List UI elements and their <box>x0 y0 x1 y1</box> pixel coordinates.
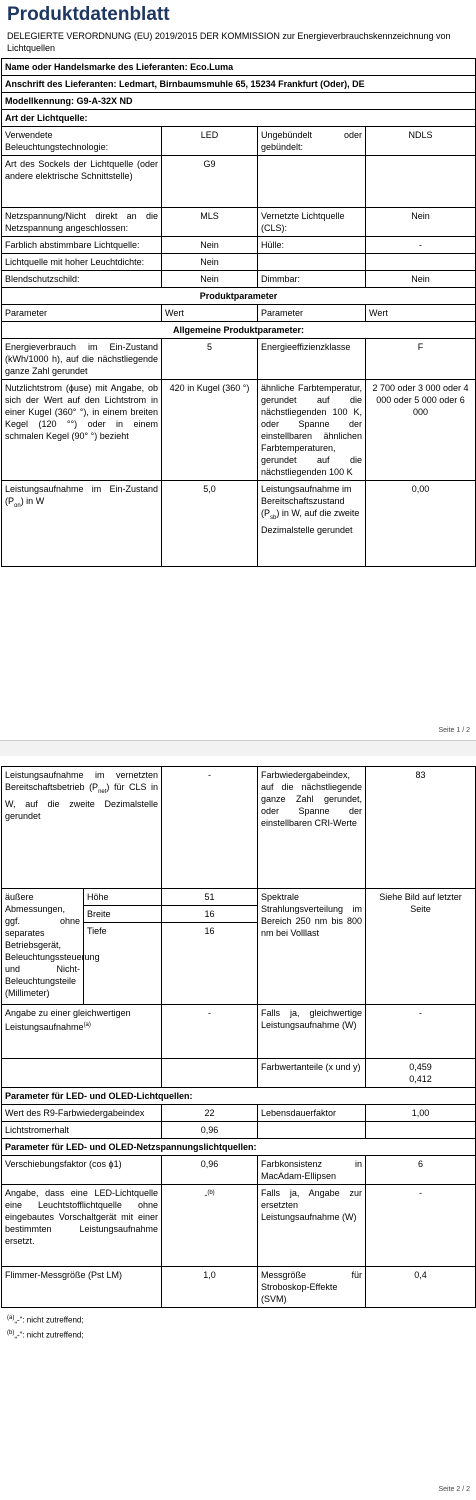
table-row <box>2 339 476 380</box>
row-value: 0,96 <box>162 1122 258 1139</box>
row-value <box>366 254 476 271</box>
row-label: Farbwiedergabeindex, auf die nächstliegende ganze Zahl gerundet, oder Spanne der einstellbaren CRI-Werte <box>258 767 366 889</box>
page-number: Seite 2 / 2 <box>438 1486 470 1493</box>
supplier-address: Anschrift des Lieferanten: Ledmart, Birnbaumsmuhle 65, 15234 Frankfurt (Oder), DE <box>2 76 476 93</box>
row-label: Angabe, dass eine LED-Lichtquelle eine Leuchtstofflichtquelle ohne eingebautes Vorschaltgerät mit einer bestimmten Leistungsaufnahme ersetzt. <box>2 1185 162 1267</box>
row-value: 0,4 <box>366 1267 476 1308</box>
row-label: Lichtstromerhalt <box>2 1122 162 1139</box>
row-label: Falls ja, gleichwertige Leistungsaufnahme (W) <box>258 1005 366 1059</box>
datasheet-table-page1 <box>1 58 476 567</box>
footnote-a: $^{(a)}$„-“: nicht zutreffend; <box>7 1315 84 1325</box>
row-value: 83 <box>366 767 476 889</box>
table-row <box>2 127 476 156</box>
row-value: -$^{(b)}$ <box>162 1185 258 1267</box>
led-params-header: Parameter für LED- und OLED-Lichtquellen: <box>2 1088 476 1105</box>
row-value: 0,00 <box>366 481 476 567</box>
table-row <box>2 481 476 567</box>
empty-cell <box>162 1059 258 1088</box>
model-id: Modellkennung: G9-A-32X ND <box>2 93 476 110</box>
row-label: Lichtquelle mit hoher Leuchtdichte: <box>2 254 162 271</box>
row-label: ähnliche Farbtemperatur, gerundet auf die nächstliegenden 100 K, oder Spanne der einstellbaren ähnlichen Farbtemperaturen, gerundet auf die nächstliegenden 100 K <box>258 380 366 481</box>
page-number: Seite 1 / 2 <box>438 727 470 734</box>
row-label <box>258 254 366 271</box>
row-label: Art des Sockels der Lichtquelle (oder andere elektrische Schnittstelle) <box>2 156 162 208</box>
footnotes <box>7 1312 469 1341</box>
table-row <box>2 1059 476 1088</box>
general-params-header: Allgemeine Produktparameter: <box>2 322 476 339</box>
row-label: Leistungsaufnahme im Bereitschaftszustand $(P_{sb})$ in W, auf die zweite Dezimalstelle gerundet <box>258 481 366 567</box>
table-row <box>2 1105 476 1122</box>
footnote-b: $^{(b)}$„-“: nicht zutreffend; <box>7 1329 84 1340</box>
column-header: Wert <box>366 305 476 322</box>
row-value: G9 <box>162 156 258 208</box>
row-label: Farbwertanteile (x und y) <box>258 1059 366 1088</box>
row-value: 5 <box>162 339 258 380</box>
supplier-name: Name oder Handelsmarke des Lieferanten: Eco.Luma <box>2 59 476 76</box>
row-value: - <box>366 1185 476 1267</box>
row-value: Nein <box>366 208 476 237</box>
row-label: Hülle: <box>258 237 366 254</box>
row-value <box>366 156 476 208</box>
row-label: Energieverbrauch im Ein-Zustand (kWh/1000 h), auf die nächstliegende ganze Zahl gerundet <box>2 339 162 380</box>
page-2 <box>0 756 476 1500</box>
row-label <box>258 156 366 208</box>
page-title: Produktdatenblatt <box>7 4 170 25</box>
row-label: Verwendete Beleuchtungstechnologie: <box>2 127 162 156</box>
row-label: Lebensdauerfaktor <box>258 1105 366 1122</box>
row-value: Nein <box>162 237 258 254</box>
product-params-header: Produktparameter <box>2 288 476 305</box>
row-value: 6 <box>366 1156 476 1185</box>
row-value: NDLS <box>366 127 476 156</box>
depth-value: 16 <box>162 923 258 1005</box>
column-header: Wert <box>162 305 258 322</box>
row-value: - <box>162 767 258 889</box>
row-label: Ungebündelt oder gebündelt: <box>258 127 366 156</box>
row-label: Messgröße für Stroboskop-Effekte (SVM) <box>258 1267 366 1308</box>
row-label: Leistungsaufnahme im vernetzten Bereitschaftsbetrieb $(P_{net})$ für CLS in W, auf die zweite Dezimalstelle gerundet <box>2 767 162 889</box>
regulation-subtitle: DELEGIERTE VERORDNUNG (EU) 2019/2015 DER KOMMISSION zur Energieverbrauchskennzeichnung von Lichtquellen <box>7 31 451 53</box>
table-row <box>2 1185 476 1267</box>
table-row <box>2 889 476 906</box>
light-source-type-header: Art der Lichtquelle: <box>2 110 476 127</box>
row-label: Falls ja, Angabe zur ersetzten Leistungsaufnahme (W) <box>258 1185 366 1267</box>
height-value: 51 <box>162 889 258 906</box>
row-label: Farblich abstimmbare Lichtquelle: <box>2 237 162 254</box>
empty-cell <box>2 1059 162 1088</box>
row-label: Blendschutzschild: <box>2 271 162 288</box>
table-row <box>2 237 476 254</box>
row-value: Nein <box>366 271 476 288</box>
row-value: 22 <box>162 1105 258 1122</box>
table-row <box>2 1122 476 1139</box>
page-1 <box>0 0 476 740</box>
row-label: Energieeffizienzklasse <box>258 339 366 380</box>
depth-label: Tiefe <box>84 923 162 1005</box>
dimensions-label: äußere Abmessungen, ggf. ohne separates Betriebsgerät, Beleuchtungssteuerung und Nicht-Beleuchtungsteile (Millimeter) <box>2 889 84 1005</box>
row-value: MLS <box>162 208 258 237</box>
table-row <box>2 1156 476 1185</box>
row-label: Nutzlichtstrom (ϕuse) mit Angabe, ob sich der Wert auf den Lichtstrom in einer Kugel (360° °), in einem breiten Kegel (120 °°) oder in einem schmalen Kegel (90° °) bezieht <box>2 380 162 481</box>
table-row <box>2 1267 476 1308</box>
mains-params-header: Parameter für LED- und OLED-Netzspannungslichtquellen: <box>2 1139 476 1156</box>
row-value: 0,96 <box>162 1156 258 1185</box>
empty-cell <box>258 1122 366 1139</box>
row-label: Flimmer-Messgröße (Pst LM) <box>2 1267 162 1308</box>
row-value: 2 700 oder 3 000 oder 4 000 oder 5 000 oder 6 000 <box>366 380 476 481</box>
column-header: Parameter <box>2 305 162 322</box>
width-value: 16 <box>162 906 258 923</box>
row-value: - <box>366 1005 476 1059</box>
row-value: F <box>366 339 476 380</box>
row-value: 0,459 0,412 <box>366 1059 476 1088</box>
row-label: Netzspannung/Nicht direkt an die Netzspannung angeschlossen: <box>2 208 162 237</box>
table-header-row <box>2 305 476 322</box>
row-label: Verschiebungsfaktor (cos ϕ1) <box>2 1156 162 1185</box>
datasheet-table-page2 <box>1 766 476 1308</box>
table-row <box>2 1005 476 1059</box>
spectral-value: Siehe Bild auf letzter Seite <box>366 889 476 1005</box>
row-label: Angabe zu einer gleichwertigen Leistungsaufnahme$^{(a)}$ <box>2 1005 162 1059</box>
row-label: Leistungsaufnahme im Ein-Zustand $(P_{on})$ in W <box>2 481 162 567</box>
column-header: Parameter <box>258 305 366 322</box>
row-value: - <box>366 237 476 254</box>
height-label: Höhe <box>84 889 162 906</box>
table-row <box>2 156 476 208</box>
row-label: Vernetzte Lichtquelle (CLS): <box>258 208 366 237</box>
row-value: 1,00 <box>366 1105 476 1122</box>
row-label: Farbkonsistenz in MacAdam-Ellipsen <box>258 1156 366 1185</box>
row-value: Nein <box>162 271 258 288</box>
row-label: Dimmbar: <box>258 271 366 288</box>
spectral-label: Spektrale Strahlungsverteilung im Bereich 250 nm bis 800 nm bei Volllast <box>258 889 366 1005</box>
table-row <box>2 254 476 271</box>
table-row <box>2 380 476 481</box>
row-value: 1,0 <box>162 1267 258 1308</box>
table-row <box>2 208 476 237</box>
width-label: Breite <box>84 906 162 923</box>
row-value: Nein <box>162 254 258 271</box>
table-row <box>2 271 476 288</box>
row-value: 420 in Kugel (360 °) <box>162 380 258 481</box>
row-value: LED <box>162 127 258 156</box>
row-value: 5,0 <box>162 481 258 567</box>
row-label: Wert des R9-Farbwiedergabeindex <box>2 1105 162 1122</box>
empty-cell <box>366 1122 476 1139</box>
row-value: - <box>162 1005 258 1059</box>
table-row <box>2 767 476 889</box>
